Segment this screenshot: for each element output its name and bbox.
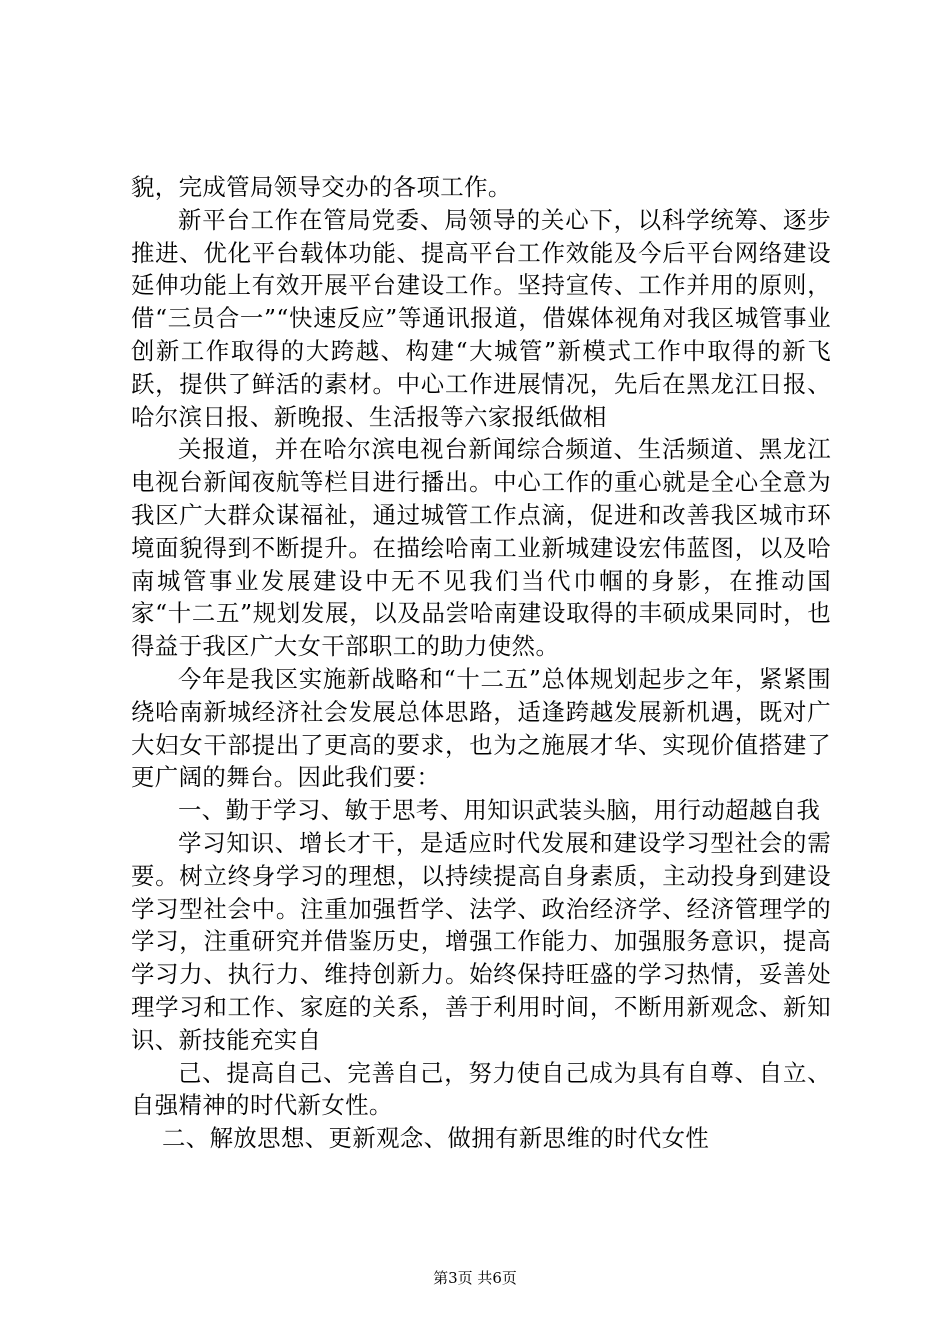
- page-footer: 第3页 共6页: [433, 1269, 517, 1287]
- heading-section-two: 二、解放思想、更新观念、做拥有新思维的时代女性: [162, 1124, 710, 1153]
- paragraph-platform-work: 新平台工作在管局党委、局领导的关心下，以科学统筹、逐步推进、优化平台载体功能、提高平台工作效能及今后平台网络建设延伸功能上有效开展平台建设工作。坚持宣传、工作并用的原则，借“三员合一”“快速反应”等通讯报道，借媒体视角对我区城管事业创新工作取得的大跨越、构建“大城管”新模式工作中取得的新飞跃，提供了鲜活的素材。中心工作进展情况，先后在黑龙江日报、哈尔滨日报、新晚报、生活报等六家报纸做相: [131, 205, 831, 431]
- body-text: [131, 171, 831, 1155]
- paragraph-continuation: 貌，完成管局领导交办的各项工作。: [131, 173, 512, 201]
- paragraph-learning: 学习知识、增长才干，是适应时代发展和建设学习型社会的需要。树立终身学习的理想，以持续提高自身素质，主动投身到建设学习型社会中。注重加强哲学、法学、政治经济学、经济管理学的学习，注重研究并借鉴历史，增强工作能力、加强服务意识，提高学习力、执行力、维持创新力。始终保持旺盛的学习热情，妥善处理学习和工作、家庭的关系，善于利用时间，不断用新观念、新知识、新技能充实自: [131, 828, 831, 1054]
- heading-section-one: 一、勤于学习、敏于思考、用知识武装头脑，用行动超越自我: [178, 796, 821, 825]
- paragraph-media-reports: 关报道，并在哈尔滨电视台新闻综合频道、生活频道、黑龙江电视台新闻夜航等栏目进行播出。中心工作的重心就是全心全意为我区广大群众谋福祉，通过城管工作点滴，促进和改善我区城市环境面貌得到不断提升。在描绘哈南工业新城建设宏伟蓝图，以及哈南城管事业发展建设中无不见我们当代巾帼的身影，在推动国家“十二五”规划发展，以及品尝哈南建设取得的丰硕成果同时，也得益于我区广大女干部职工的助力使然。: [131, 435, 831, 661]
- paragraph-self-improvement: 己、提高自己、完善自己，努力使自己成为具有自尊、自立、自强精神的时代新女性。: [131, 1058, 831, 1120]
- paragraph-this-year: 今年是我区实施新战略和“十二五”总体规划起步之年，紧紧围绕哈南新城经济社会发展总体思路，适逢跨越发展新机遇，既对广大妇女干部提出了更高的要求，也为之施展才华、实现价值搭建了更广阔的舞台。因此我们要：: [131, 664, 831, 792]
